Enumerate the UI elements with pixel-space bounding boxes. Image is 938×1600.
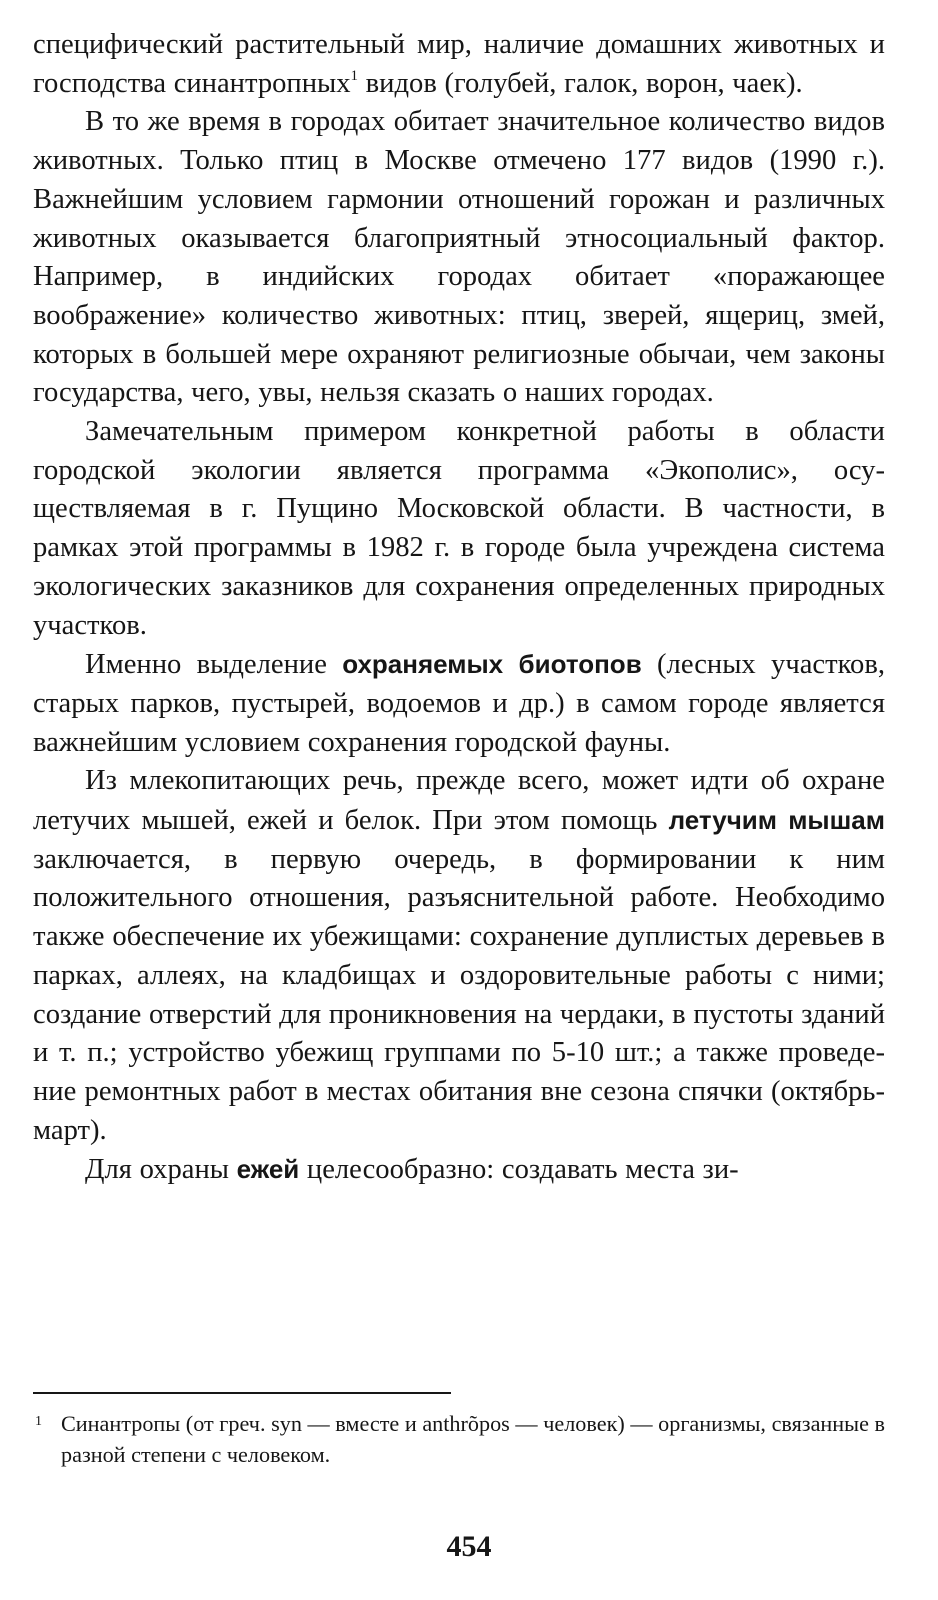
footnote — [33, 1408, 885, 1470]
paragraph-2: В то же время в городах обитает значительное количество видов животных. Только птиц в Москве отмечено 177 видов (1990 г.). Важнейшим условием гармонии отношений горожан и различных животных оказывается благоприятный этносоциальный фактор. Например, в индийских городах обитает «поражающее воображение» количество животных: птиц, зверей, ящериц, змей, которых в большей мере охраняют религиозные обычаи, чем законы государства, чего, увы, нельзя сказать о наших городах. — [33, 106, 885, 409]
paragraph-6-after: целесообразно: создавать места зи- — [299, 1154, 739, 1186]
paragraph-1-text: специфический растительный мир, наличие домашних животных и господства синантропных — [33, 29, 885, 99]
paragraph-5 — [33, 762, 885, 1150]
term-bats: летучим мышам — [668, 805, 885, 836]
term-protected-biotopes: охраняемых биотопов — [342, 649, 642, 680]
paragraph-1-text-after: видов (голубей, галок, ворон, чаек). — [358, 67, 803, 99]
term-hedgehogs: ежей — [236, 1154, 300, 1185]
paragraph-1 — [33, 26, 885, 103]
paragraph-6-before: Для охраны — [85, 1154, 237, 1186]
page-number: 454 — [446, 1530, 492, 1563]
footnote-text: Синантропы (от греч. syn — вместе и anthrõpos — человек) — организмы, связанные в разной степени с человеком. — [61, 1411, 885, 1467]
page-body — [33, 26, 885, 1190]
paragraph-5-after: заключается, в первую очередь, в формировании к ним положительного отношения, разъяснительной работе. Необходимо также обеспечение их убежищами: сохранение дуплистых деревьев в парках, аллеях, на кладбищах и оздоровительные работы с ними; создание отверстий для проникновения на чердаки, в пустоты зданий и т. п.; устройство убежищ группами по 5-10 шт.; а также проведение ремонтных работ в местах обитания вне сезона спячки (октябрь-март). — [33, 843, 885, 1146]
footnote-divider — [33, 1392, 451, 1394]
paragraph-5-before: Из млекопитающих речь, прежде всего, может идти об охране летучих мышей, ежей и белок. При этом помощь — [33, 765, 885, 837]
paragraph-6 — [33, 1150, 885, 1190]
paragraph-4 — [33, 645, 885, 762]
footnote-reference: 1 — [350, 67, 359, 84]
paragraph-3: Замечательным примером конкретной работы в области городской экологии является программа «Экополис», осуществляемая в г. Пущино Московской области. В частности, в рамках этой программы в 1982 г. в городе была учреждена система экологических заказников для сохранения определенных природных участков. — [33, 416, 885, 641]
paragraph-4-after: (лесных участков, старых парков, пустырей, водоемов и др.) в самом городе является важнейшим условием сохранения городской фауны. — [33, 649, 885, 758]
paragraph-4-before: Именно выделение — [85, 649, 343, 681]
footnote-mark: 1 — [35, 1414, 42, 1429]
